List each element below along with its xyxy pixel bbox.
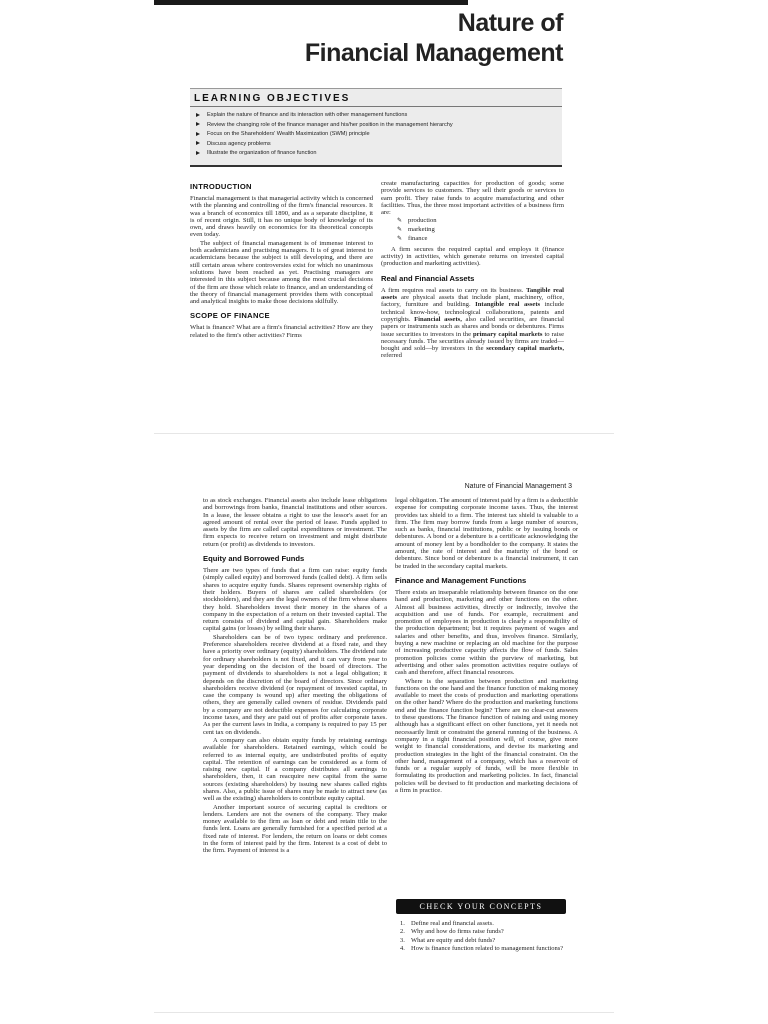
learning-objectives-heading: LEARNING OBJECTIVES (194, 93, 351, 104)
triangle-bullet-icon (196, 113, 200, 117)
list-item: Explain the nature of finance and its interaction with other management functions (196, 111, 453, 121)
page-separator (154, 1012, 614, 1013)
list-item: ✎ production (397, 217, 437, 225)
paragraph: There exists an inseparable relationship between finance on the one hand and production, marketing and other functions on the other. Almost all business activities, directly or indirectly, involve the acquisition and use of funds. For example, recruitment and promotion of employees in production is clearly a responsibility of the production department; but it requires payment of wages and salaries and other benefits, and thus, involves finance. Similarly, buying a new machine or replacing an old machine for the purpose of increasing productive capacity affects the flow of funds. Sales promotion policies come within the purview of marketing, but advertising and other sales promotion activities require outlays of cash and therefore, affect financial resources. (395, 588, 578, 677)
paragraph: The subject of financial management is of immense interest to both academicians and practising managers. It is of great interest to academicians because the subject is still developing, and there are still certain areas where controversies exist for which no unanimous solutions have been reached as yet. Practising managers are interested in this subject because among the most crucial decisions of the firm are those which relate to finance, and an understanding of the theory of financial management provides them with conceptual and analytical insights to make those decisions skilfully. (190, 239, 373, 306)
paragraph: Financial management is that managerial activity which is concerned with the planning and controlling of the firm's financial resources. It was a branch of economics till 1890, and as a separate discipline, it is of recent origin. Still, it has no unique body of knowledge of its own, and draws heavily on economics for its theoretical concepts even today. (190, 195, 373, 239)
page2-right-column (395, 497, 578, 795)
list-item: Focus on the Shareholders' Wealth Maximization (SWM) principle (196, 130, 453, 140)
list-item: Review the changing role of the finance manager and his/her position in the management hierarchy (196, 121, 453, 131)
chapter-title-line1: Nature of (457, 9, 563, 37)
page1-left-column (190, 178, 373, 340)
section-heading-real-financial-assets: Real and Financial Assets (381, 273, 475, 283)
page-separator (154, 433, 614, 434)
paragraph: create manufacturing capacities for production of goods; some provide services to customers. They sell their goods or services to earn profit. They raise funds to acquire manufacturing and other facilities. Thus, the three most important activities of a business firm are: (381, 180, 564, 217)
paragraph: A firm secures the required capital and employs it (finance activity) in activities, which generate returns on invested capital (production and marketing activities). (381, 245, 564, 268)
paragraph: A firm requires real assets to carry on its business. Tangible real assets are physical assets that include plant, machinery, office, factory, furniture and building. Intangible real assets include technical know-how, technological collaborations, patents and copyrights. Financial assets, also called securities, are financial papers or instruments such as shares and bonds or debentures. Firms issue securities to investors in the primary capital markets to raise necessary funds. The securities already issued by firms are traded—bought and sold—by investors in the secondary capital markets, referred (381, 286, 565, 360)
check-your-concepts-banner: CHECK YOUR CONCEPTS (396, 899, 566, 914)
section-heading-equity-borrowed: Equity and Borrowed Funds (203, 554, 305, 564)
list-item: 1. Define real and financial assets. (400, 920, 494, 927)
list-item: 2. Why and how do firms raise funds? (400, 928, 504, 936)
paragraph: legal obligation. The amount of interest paid by a firm is a deductible expense for computing corporate income taxes. Thus, the interest provides tax shield to a firm. The interest tax shield is valuable to a firm. The firm may borrow funds from a large number of sources, such as banks, financial institutions, public or by issuing bonds or debentures. A bond or a debenture is a certificate acknowledging the amount of money lent by a bondholder to the company. It states the amount, the rate of interest and the maturity of the bond or debenture. Since bond or debenture is a financial instrument, it can be traded in the secondary capital markets. (395, 497, 578, 570)
paragraph: What is finance? What are a firm's financial activities? How are they related to the firm's other activities? Firms (190, 324, 373, 339)
paragraph: to as stock exchanges. Financial assets also include lease obligations and borrowings from banks, financial institutions and other sources. In a lease, the lessee obtains a right to use the lessor's asset for an agreed amount of rental over the period of lease. Funds applied to assets by the firm are called capital expenditures or investment. The firm expects to receive return on investment and might distribute return (or profit) as dividends to investors. (203, 497, 387, 548)
pencil-bullet-icon: ✎ (397, 227, 403, 234)
check-your-concepts-list (400, 920, 568, 954)
paragraph: There are two types of funds that a firm can raise: equity funds (simply called equity) and borrowed funds (called debt). A firm sells shares to acquire equity funds. Shares represent ownership rights of their holders. Buyers of shares are called shareholders (or stockholders), and they are the legal owners of the firm whose shares they hold. Shareholders invest their money in the shares of a company in the expectation of a return on their invested capital. The return consists of dividend and capital gain. Shareholders make capital gains (or losses) by selling their shares. (203, 567, 387, 633)
list-item: 4. How is finance function related to management functions? (400, 945, 564, 953)
list-item: ✎ finance (397, 235, 428, 243)
chapter-title-line2: Financial Management (304, 39, 563, 67)
list-item: ✎ marketing (397, 226, 435, 234)
triangle-bullet-icon (196, 122, 200, 126)
section-heading-scope: SCOPE OF FINANCE (190, 311, 270, 321)
paragraph: Where is the separation between production and marketing functions on the one hand and the finance function of making money available to meet the costs of production and marketing operations on the other hand? Where do the production and marketing functions end and the finance function begin? There are no clear-cut answers to these questions. The finance function of raising and using money although has a significant effect on other functions, yet it needs not necessarily limit or constraint the general running of the business. A company in a tight financial position will, of course, give more weight to financial considerations, and devise its marketing and production strategies in the light of the financial constraint. On the other hand, management of a company, which has a reservoir of funds or a regular supply of funds, will be more flexible in formulating its production and marketing policies. In fact, financial policies will be devised to fit production and marketing decisions of a firm in practice. (395, 677, 578, 794)
page1-right-column (381, 180, 564, 361)
pencil-bullet-icon: ✎ (397, 218, 403, 225)
triangle-bullet-icon (196, 132, 200, 136)
section-heading-finance-management: Finance and Management Functions (395, 575, 527, 585)
learning-objectives-list (196, 111, 453, 159)
section-heading-introduction: INTRODUCTION (190, 182, 252, 191)
activity-list (397, 217, 564, 243)
running-head: Nature of Financial Management 3 (464, 483, 572, 490)
list-item: 3. What are equity and debt funds? (400, 936, 496, 944)
triangle-bullet-icon (196, 151, 200, 155)
list-item: Discuss agency problems (196, 140, 453, 150)
page2-left-column (203, 497, 387, 856)
triangle-bullet-icon (196, 141, 200, 145)
top-black-bar (154, 0, 468, 5)
paragraph: A company can also obtain equity funds by retaining earnings available for shareholders. Retained earnings, which could be referred to as internal equity, are undistributed profits of equity capital. The retention of earnings can be considered as a form of raising new capital. If a company distributes all earnings to shareholders, then, it can reacquire new capital from the same sources (existing shareholders) by issuing new shares called rights shares. Also, a public issue of shares may be made to attract new (as well as the existing) shareholders to contribute equity capital. (203, 736, 387, 803)
learning-objectives-box (190, 88, 562, 167)
divider (190, 106, 562, 107)
paragraph: Another important source of securing capital is creditors or lenders. Lenders are not the owners of the company. They make money available to the firm as loan or debt and retain title to the funds lent. Loans are generally furnished for a specified period at a fixed rate of interest. For lenders, the return on loans or debt comes in the form of interest paid by the firm. Interest is a cost of debt to the firm. Payment of interest is a (203, 803, 387, 855)
pencil-bullet-icon: ✎ (397, 236, 403, 243)
paragraph: Shareholders can be of two types: ordinary and preference. Preference shareholders receive dividend at a fixed rate, and they have a priority over ordinary (equity) shareholders. The dividend rate for ordinary shareholders is not fixed, and it can vary from year to year depending on the decision of the board of directors. The payment of dividends to shareholders is not a legal obligation; it depends on the discretion of the board of directors. Since ordinary shareholders receive dividend (or repayment of invested capital, in case the company is wound up) after meeting the obligations of others, they are generally called owners of residue. Dividends paid by a company are not deductible expenses for calculating corporate income taxes, and they are paid out of profits after corporate taxes. As per the current laws in India, a company is required to pay 15 per cent tax on dividends. (203, 633, 387, 736)
list-item: Illustrate the organization of finance function (196, 149, 453, 159)
